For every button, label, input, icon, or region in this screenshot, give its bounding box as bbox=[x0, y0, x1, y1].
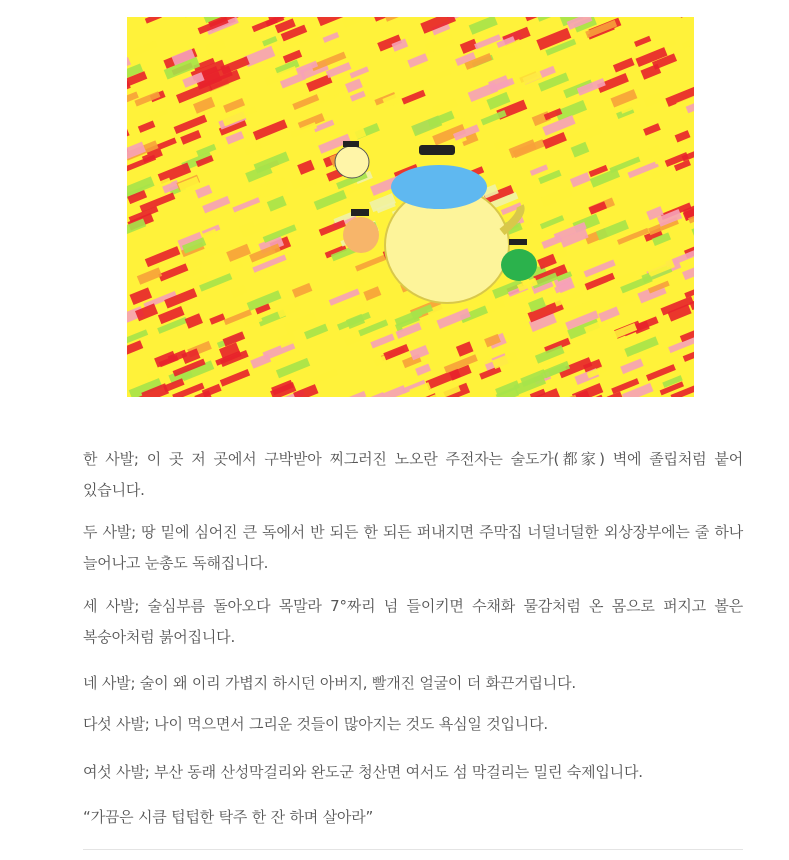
content-divider bbox=[83, 849, 743, 850]
small-kettle-left bbox=[343, 217, 379, 253]
paragraph-second-bowl: 두 사발; 땅 밑에 심어진 큰 독에서 반 되든 한 되든 퍼내지면 주막집 너덜너덜한 외상장부에는 줄 하나 늘어나고 눈총도 독해집니다. bbox=[83, 523, 743, 572]
closing-quote: “가끔은 시큼 텁텁한 탁주 한 잔 하며 살아라” bbox=[83, 808, 374, 826]
paragraph-fourth-bowl: 네 사발; 술이 왜 이리 가볍지 하시던 아버지, 빨개진 얼굴이 더 화끈거립니다. bbox=[83, 674, 576, 692]
large-kettle-lid bbox=[391, 165, 487, 209]
paragraph-third-bowl: 세 사발; 술심부름 돌아오다 목말라 7°짜리 넘 들이키면 수채화 물감처럼 온 몸으로 퍼지고 볼은 복숭아처럼 붉어집니다. bbox=[83, 597, 743, 646]
small-kettle-right bbox=[501, 249, 537, 281]
large-kettle-handle bbox=[419, 145, 455, 155]
small-kettle-top-left bbox=[335, 146, 369, 178]
painting-image bbox=[127, 17, 694, 397]
small-kettle-left-lid bbox=[351, 209, 369, 216]
small-kettle-right-lid bbox=[509, 239, 527, 245]
small-kettle-top-left-lid bbox=[343, 141, 359, 147]
painting-canvas bbox=[127, 17, 694, 397]
paragraph-fifth-bowl: 다섯 사발; 나이 먹으면서 그리운 것들이 많아지는 것도 욕심일 것입니다. bbox=[83, 715, 548, 733]
paragraph-sixth-bowl: 여섯 사발; 부산 동래 산성막걸리와 완도군 청산면 여서도 섬 막걸리는 밀린 숙제입니다. bbox=[83, 763, 643, 781]
paragraph-first-bowl: 한 사발; 이 곳 저 곳에서 구박받아 찌그러진 노오란 주전자는 술도가(都家) 벽에 졸립처럼 붙어 있습니다. bbox=[83, 450, 743, 499]
